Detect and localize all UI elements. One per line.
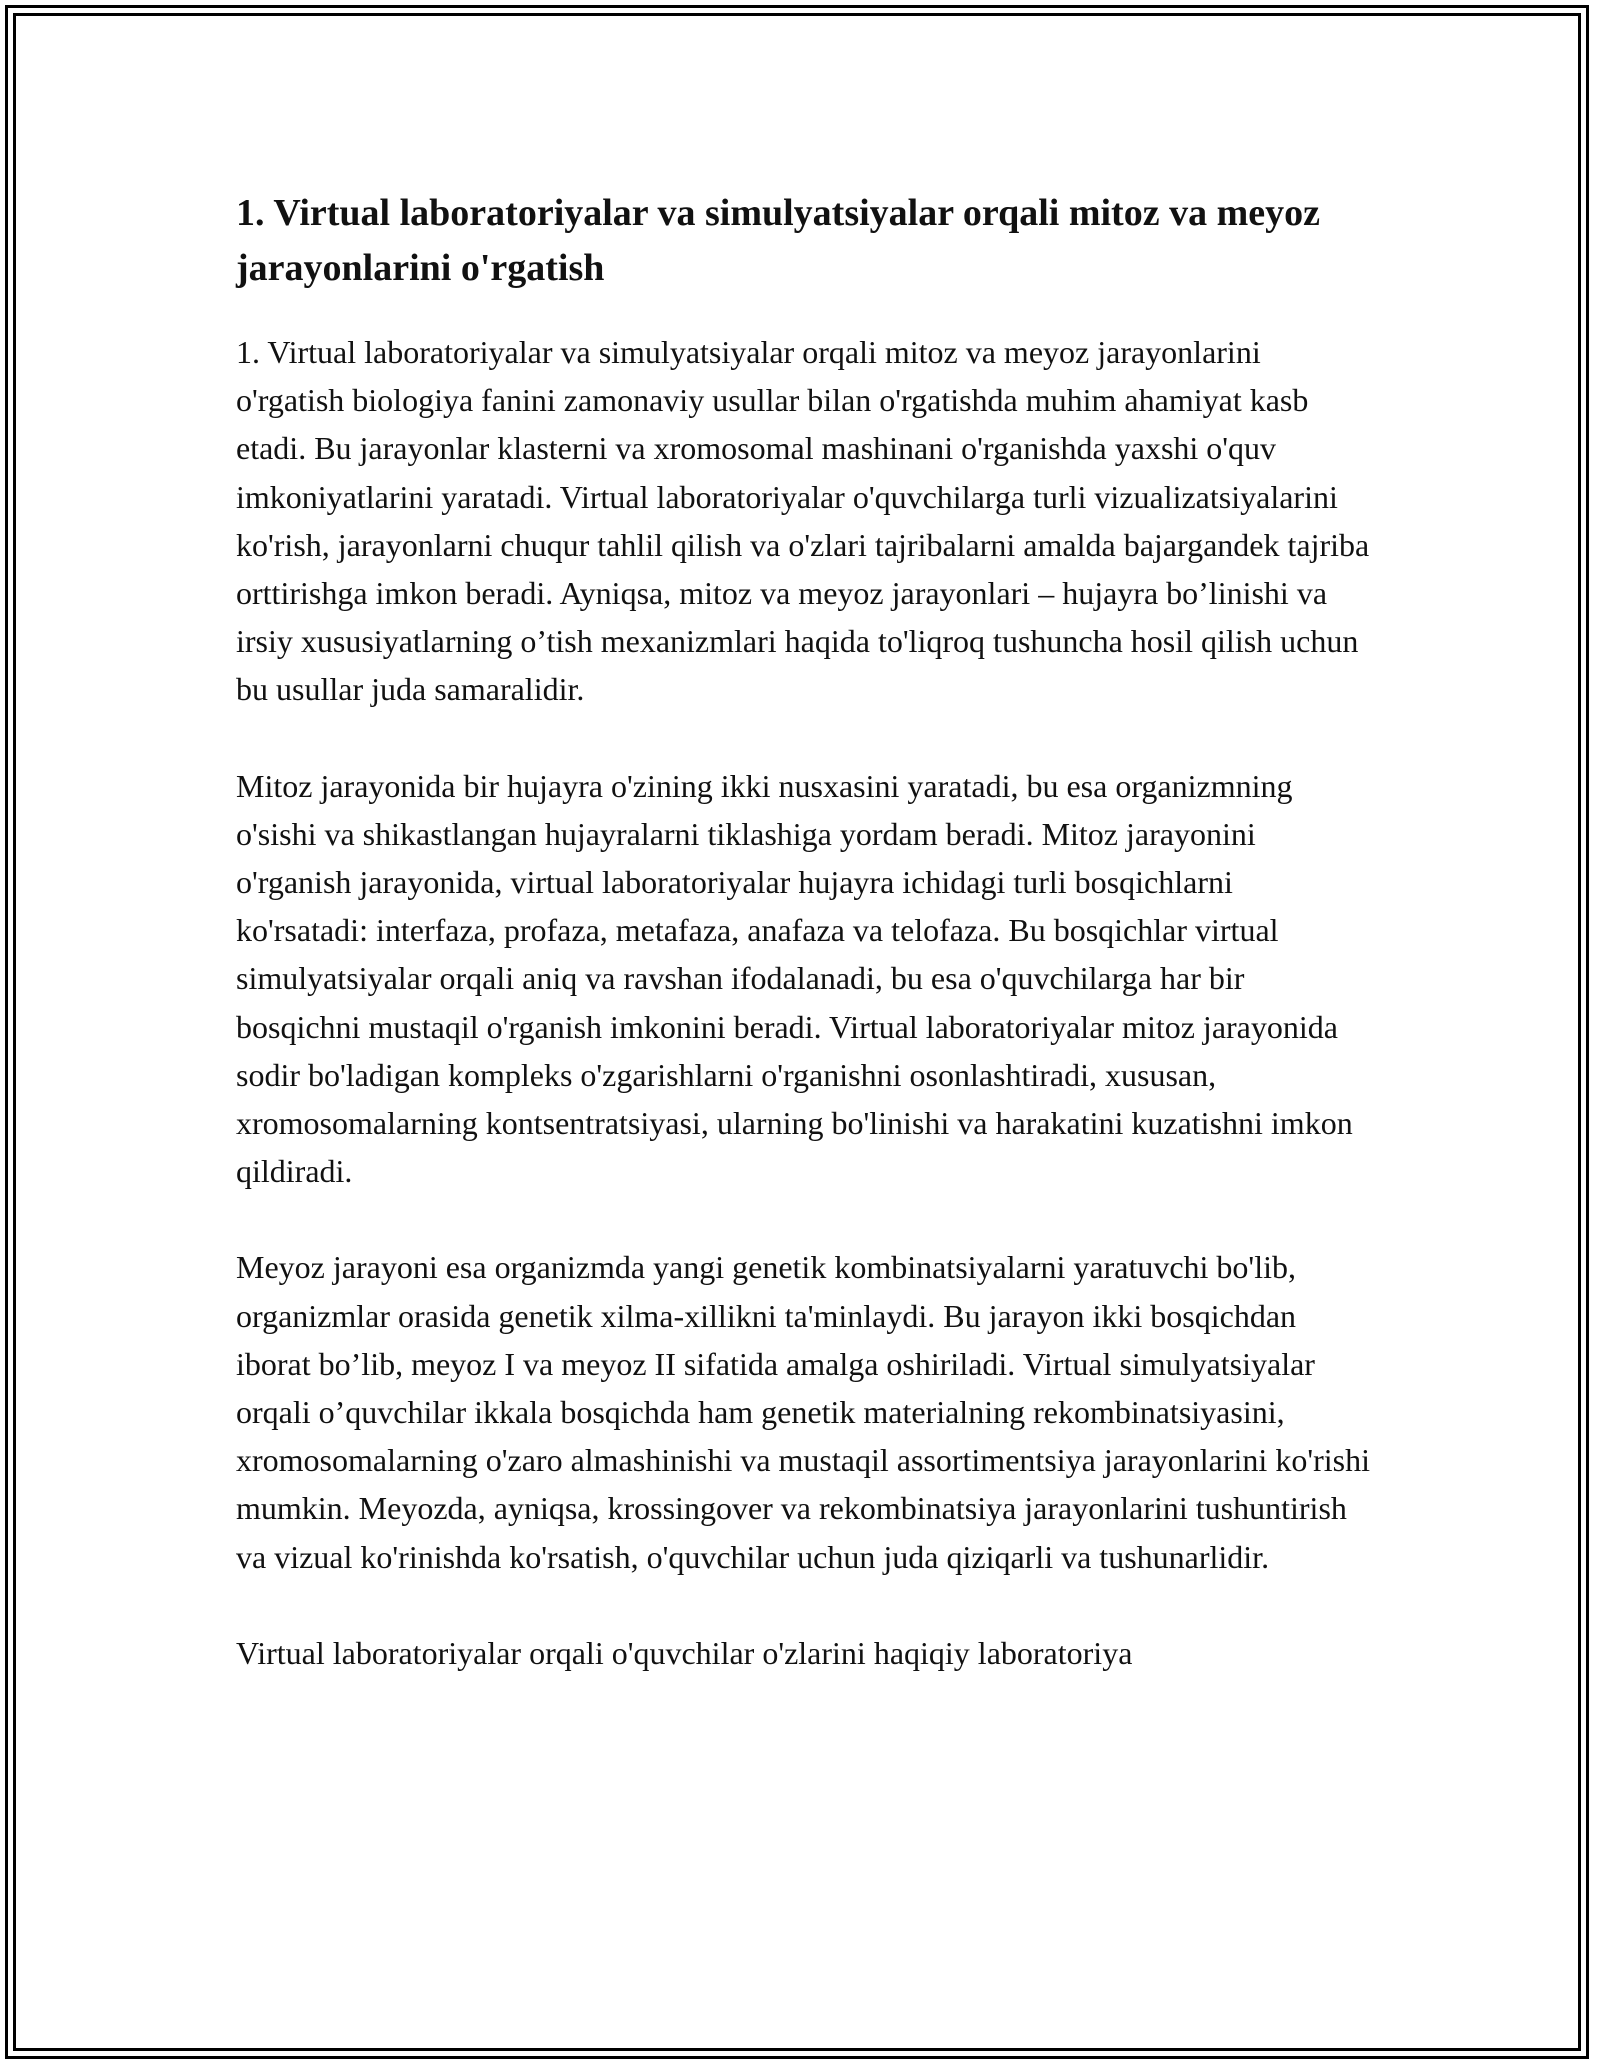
paragraph-mitosis: Mitoz jarayonida bir hujayra o'zining ikki nusxasini yaratadi, bu esa organizmning o'sishi va shikastlangan hujayralarni tiklashiga yordam beradi. Mitoz jarayonini o'rganish jarayonida, virtual laboratoriyalar hujayra ichidagi turli bosqichlarni ko'rsatadi: interfaza, profaza, metafaza, anafaza va telofaza. Bu bosqichlar virtual simulyatsiyalar orqali aniq va ravshan ifodalanadi, bu esa o'quvchilarga har bir bosqichni mustaqil o'rganish imkonini beradi. Virtual laboratoriyalar mitoz jarayonida sodir bo'ladigan kompleks o'zgarishlarni o'rganishni osonlashtiradi, xususan, xromosomalarning kontsentratsiyasi, ularning bo'linishi va harakatini kuzatishni imkon qildiradi. [236, 767, 1353, 1190]
document-title: 1. Virtual laboratoriyalar va simulyatsiyalar orqali mitoz va meyoz jarayonlarini o'rgatish [236, 192, 1320, 289]
paragraph-meiosis: Meyoz jarayoni esa organizmda yangi genetik kombinatsiyalarni yaratuvchi bo'lib, organizmlar orasida genetik xilma-xillikni ta'minlaydi. Bu jarayon ikki bosqichdan iborat bo’lib, meyoz I va meyoz II sifatida amalga oshiriladi. Virtual simulyatsiyalar orqali o’quvchilar ikkala bosqichda ham genetik materialning rekombinatsiyasini, xromosomalarning o'zaro almashinishi va mustaqil assortimentsiya jarayonlarini ko'rishi mumkin. Meyozda, ayniqsa, krossingover va rekombinatsiya jarayonlarini tushuntirish va vizual ko'rinishda ko'rsatish, o'quvchilar uchun juda qiziqarli va tushunarlidir. [236, 1249, 1370, 1575]
paragraph-virtual-labs: Virtual laboratoriyalar orqali o'quvchilar o'zlarini haqiqiy laboratoriya [236, 1634, 1133, 1671]
paragraph-intro: 1. Virtual laboratoriyalar va simulyatsiyalar orqali mitoz va meyoz jarayonlarini o'rgatish biologiya fanini zamonaviy usullar bilan o'rgatishda muhim ahamiyat kasb etadi. Bu jarayonlar klasterni va xromosomal mashinani o'rganishda yaxshi o'quv imkoniyatlarini yaratadi. Virtual laboratoriyalar o'quvchilarga turli vizualizatsiyalarini ko'rish, jarayonlarni chuqur tahlil qilish va o'zlari tajribalarni amalda bajargandek tajriba orttirishga imkon beradi. Ayniqsa, mitoz va meyoz jarayonlari – hujayra bo’linishi va irsiy xususiyatlarning o’tish mexanizmlari haqida to'liqroq tushuncha hosil qilish uchun bu usullar juda samaralidir. [236, 334, 1370, 708]
document-page [236, 186, 1372, 1725]
